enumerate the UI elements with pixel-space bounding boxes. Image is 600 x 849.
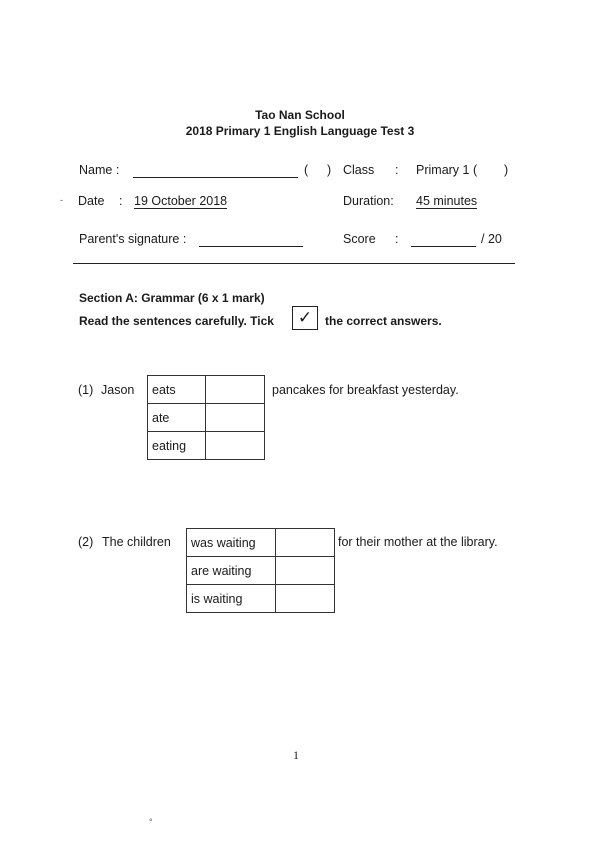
option-label: eating (148, 432, 206, 460)
question-sentence-end: for their mother at the library. (338, 535, 498, 549)
date-label: Date (78, 194, 105, 208)
school-name: Tao Nan School (255, 108, 345, 122)
section-title: Section A: Grammar (6 x 1 mark) (79, 291, 265, 305)
page-number: 1 (293, 748, 299, 762)
register-paren-open: ( (304, 163, 309, 177)
tick-icon: ✓ (292, 306, 318, 330)
name-blank[interactable] (133, 177, 298, 178)
option-label: eats (148, 376, 206, 404)
answer-checkbox[interactable] (276, 585, 335, 613)
test-title: 2018 Primary 1 English Language Test 3 (185, 124, 415, 138)
option-row (187, 557, 335, 585)
signature-label: Parent's signature : (79, 232, 187, 246)
instruction-text-before: Read the sentences carefully. Tick (79, 314, 274, 328)
name-label: Name : (79, 163, 120, 177)
register-paren-close: ) (327, 163, 332, 177)
margin-mark: - (60, 195, 63, 205)
answer-checkbox[interactable] (206, 432, 265, 460)
q1-options-table (147, 375, 265, 460)
question-subject: Jason (101, 383, 135, 397)
option-row (148, 432, 265, 460)
answer-checkbox[interactable] (276, 557, 335, 585)
score-blank[interactable] (411, 246, 476, 247)
option-row (148, 376, 265, 404)
option-row (187, 585, 335, 613)
class-paren-close: ) (504, 163, 509, 177)
instruction-text-after: the correct answers. (325, 314, 442, 328)
score-label: Score (343, 232, 376, 246)
signature-blank[interactable] (199, 246, 303, 247)
score-total: / 20 (481, 232, 502, 246)
question-sentence-end: pancakes for breakfast yesterday. (272, 383, 459, 397)
question-subject: The children (102, 535, 171, 549)
class-label: Class (343, 163, 375, 177)
date-colon: : (119, 194, 123, 208)
duration-value: 45 minutes (416, 194, 478, 208)
question-number: (2) (78, 535, 94, 549)
class-colon: : (395, 163, 399, 177)
option-label: ate (148, 404, 206, 432)
option-row (148, 404, 265, 432)
answer-checkbox[interactable] (276, 529, 335, 557)
score-colon: : (395, 232, 399, 246)
date-value: 19 October 2018 (134, 194, 228, 208)
q2-options-table (186, 528, 335, 613)
duration-label: Duration: (343, 194, 394, 208)
class-value: Primary 1 ( (416, 163, 478, 177)
option-label: is waiting (187, 585, 276, 613)
option-label: are waiting (187, 557, 276, 585)
answer-checkbox[interactable] (206, 376, 265, 404)
answer-checkbox[interactable] (206, 404, 265, 432)
scan-speck: ° (149, 817, 153, 827)
question-number: (1) (78, 383, 94, 397)
option-row (187, 529, 335, 557)
header-separator (73, 263, 515, 264)
option-label: was waiting (187, 529, 276, 557)
